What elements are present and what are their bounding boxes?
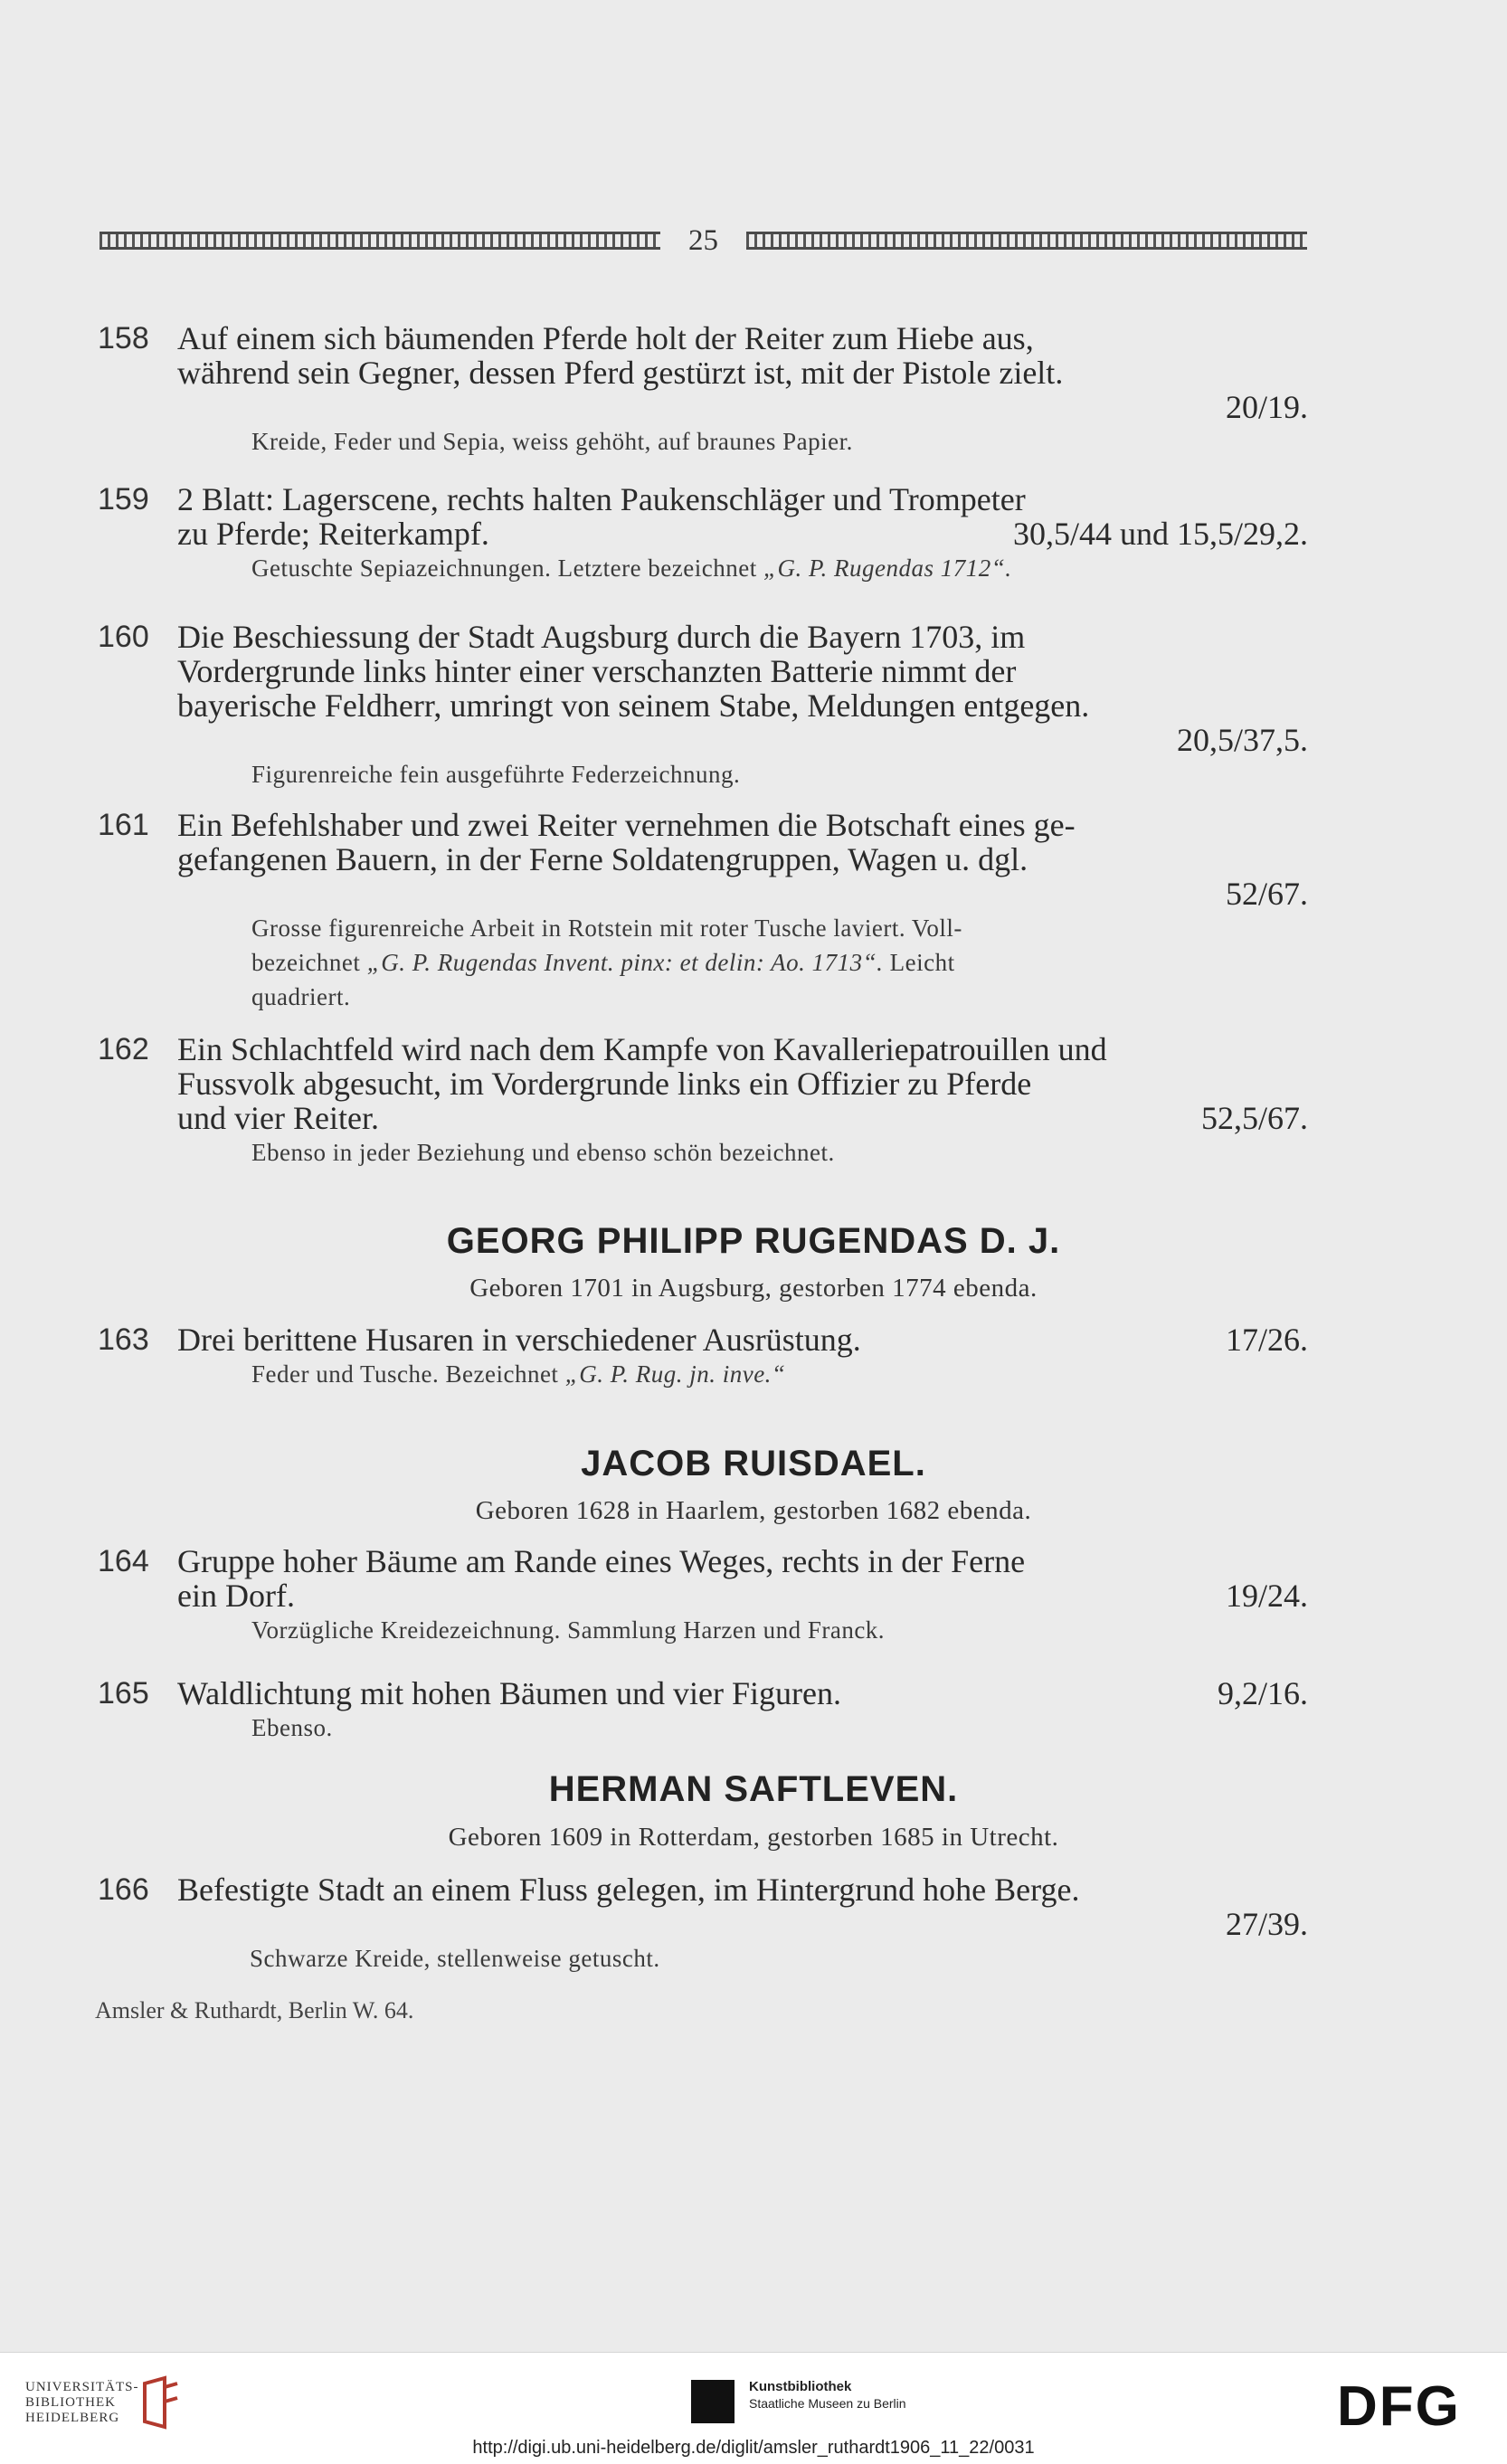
artist-heading: HERMAN SAFTLEVEN.: [548, 1769, 959, 1809]
signature-note: „G. P. Rugendas Invent. pinx: et delin: Ao. 1713“.: [366, 949, 884, 976]
kunstbibliothek-logo-icon[interactable]: [691, 2380, 735, 2423]
entry-164: [98, 1544, 1308, 1647]
entry-165: [98, 1676, 1308, 1745]
entry-note: Getuschte Sepiazeichnungen. Letztere bezeichnet: [251, 554, 763, 582]
entry-note: Ebenso.: [251, 1714, 333, 1741]
uni-line: UNIVERSITÄTS-: [25, 2380, 139, 2394]
entry-number: 162: [98, 1032, 149, 1066]
entry-text: Ein Schlachtfeld wird nach dem Kampfe von Kavalleriepatrouillen und: [177, 1031, 1107, 1067]
uni-line: HEIDELBERG: [25, 2411, 120, 2425]
entry-number: 164: [98, 1544, 149, 1578]
entry-note: Schwarze Kreide, stellenweise getuscht.: [250, 1945, 660, 1972]
entry-note: Grosse figurenreiche Arbeit in Rotstein mit roter Tusche laviert. Voll-: [251, 915, 962, 942]
entry-number: 163: [98, 1322, 149, 1357]
entry-note: Ebenso in jeder Beziehung und ebenso schön bezeichnet.: [251, 1139, 835, 1166]
size: 27/39.: [1225, 1906, 1308, 1942]
kb-title: Kunstbibliothek: [749, 2379, 852, 2394]
university-library-label[interactable]: [25, 2380, 139, 2426]
artist-dates: Geboren 1628 in Haarlem, gestorben 1682 ebenda.: [475, 1496, 1032, 1525]
entry-note: Figurenreiche fein ausgeführte Federzeichnung.: [251, 761, 741, 788]
ornament-right: [746, 232, 1307, 250]
dfg-logo[interactable]: DFG: [1337, 2375, 1461, 2438]
permalink[interactable]: http://digi.ub.uni-heidelberg.de/diglit/amsler_ruthardt1906_11_22/0031: [472, 2438, 1035, 2458]
page-header: [100, 223, 1307, 259]
entry-number: 160: [98, 620, 149, 654]
entry-number: 158: [98, 321, 149, 355]
size: 17/26.: [1225, 1322, 1308, 1358]
kb-subtitle: Staatliche Museen zu Berlin: [749, 2396, 906, 2411]
entry-text: gefangenen Bauern, in der Ferne Soldatengruppen, Wagen u. dgl.: [177, 841, 1028, 877]
size: 52,5/67.: [1200, 1100, 1308, 1136]
artist-heading: JACOB RUISDAEL.: [581, 1444, 926, 1483]
entry-text: Fussvolk abgesucht, im Vordergrunde links ein Offizier zu Pferde: [177, 1066, 1032, 1102]
entry-161: [98, 808, 1308, 1014]
artist-dates: Geboren 1701 in Augsburg, gestorben 1774 ebenda.: [469, 1274, 1038, 1303]
entry-text: und vier Reiter.: [177, 1100, 379, 1136]
entry-159: [98, 482, 1308, 585]
entry-text: Vordergrunde links hinter einer verschanzten Batterie nimmt der: [177, 653, 1017, 689]
entry-number: 159: [98, 482, 149, 516]
entry-text: während sein Gegner, dessen Pferd gestürzt ist, mit der Pistole zielt.: [177, 355, 1064, 391]
entry-note: bezeichnet: [251, 949, 367, 976]
entry-number: 165: [98, 1676, 149, 1711]
signature-note: „G. P. Rugendas 1712“.: [763, 554, 1012, 582]
entry-text: bayerische Feldherr, umringt von seinem Stabe, Meldungen entgegen.: [177, 687, 1090, 724]
artist-heading: GEORG PHILIPP RUGENDAS D. J.: [446, 1221, 1061, 1261]
entry-text: Die Beschiessung der Stadt Augsburg durch die Bayern 1703, im: [177, 619, 1026, 655]
entry-166: [98, 1872, 1308, 1976]
entry-158: [98, 321, 1308, 459]
entry-number: 161: [98, 808, 149, 842]
size: 30,5/44 und 15,5/29,2.: [1012, 516, 1308, 552]
page-number: 25: [688, 223, 718, 257]
size: 20/19.: [1225, 389, 1308, 425]
printer-imprint: Amsler & Ruthardt, Berlin W. 64.: [95, 1997, 414, 2023]
entry-text: Auf einem sich bäumenden Pferde holt der Reiter zum Hiebe aus,: [177, 320, 1034, 356]
entry-text: Gruppe hoher Bäume am Rande eines Weges, rechts in der Ferne: [177, 1543, 1026, 1579]
entry-160: [98, 620, 1308, 791]
entry-text: 2 Blatt: Lagerscene, rechts halten Paukenschläger und Trompeter: [177, 481, 1026, 517]
signature-note: „G. P. Rug. jn. inve.“: [564, 1360, 786, 1388]
entry-text: ein Dorf.: [177, 1578, 295, 1614]
entry-note: Vorzügliche Kreidezeichnung. Sammlung Harzen und Franck.: [251, 1616, 886, 1644]
viewer-footer: [0, 2352, 1507, 2464]
entry-text: Ein Befehlshaber und zwei Reiter vernehmen die Botschaft eines ge-: [177, 807, 1076, 843]
university-logo-icon[interactable]: [137, 2374, 181, 2431]
ornament-left: [100, 232, 660, 250]
size: 52/67.: [1225, 876, 1308, 912]
entry-note: Leicht: [883, 949, 955, 976]
entry-163: [98, 1322, 1308, 1391]
entry-note: Feder und Tusche. Bezeichnet: [251, 1360, 565, 1388]
entry-note: quadriert.: [251, 983, 351, 1010]
entry-text: Drei berittene Husaren in verschiedener Ausrüstung.: [177, 1322, 861, 1358]
artist-dates: Geboren 1609 in Rotterdam, gestorben 1685 in Utrecht.: [448, 1823, 1059, 1852]
entry-162: [98, 1032, 1308, 1170]
size: 19/24.: [1225, 1578, 1308, 1614]
kunstbibliothek-label[interactable]: [749, 2378, 906, 2412]
size: 9,2/16.: [1217, 1675, 1308, 1711]
size: 20,5/37,5.: [1176, 722, 1308, 758]
entry-text: zu Pferde; Reiterkampf.: [177, 516, 489, 552]
uni-line: BIBLIOTHEK: [25, 2395, 116, 2410]
entry-number: 166: [98, 1872, 149, 1907]
entry-text: Befestigte Stadt an einem Fluss gelegen, im Hintergrund hohe Berge.: [177, 1872, 1080, 1908]
entry-text: Waldlichtung mit hohen Bäumen und vier Figuren.: [177, 1675, 841, 1711]
entry-note: Kreide, Feder und Sepia, weiss gehöht, auf braunes Papier.: [251, 428, 853, 455]
